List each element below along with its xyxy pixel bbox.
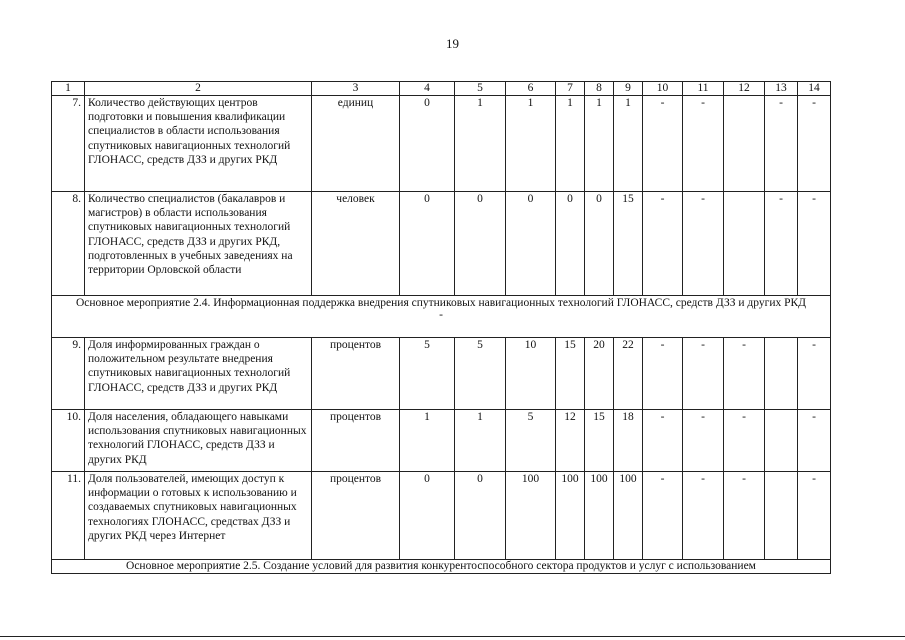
value-cell: - [643, 96, 683, 192]
value-cell: 1 [455, 96, 506, 192]
value-cell: 0 [506, 192, 556, 296]
value-cell: 0 [400, 96, 455, 192]
indicators-table [51, 81, 831, 574]
unit-cell: единиц [312, 96, 400, 192]
value-cell: 100 [585, 472, 614, 560]
section-heading [52, 560, 831, 574]
value-cell: - [724, 410, 765, 472]
value-cell: - [724, 472, 765, 560]
section-heading [52, 296, 831, 338]
value-cell: 20 [585, 338, 614, 410]
value-cell: 100 [614, 472, 643, 560]
table-row [52, 96, 831, 192]
column-header: 9 [614, 82, 643, 96]
indicator-name: Доля информированных граждан о положительном результате внедрения спутниковых навигационных технологий ГЛОНАСС, средств ДЗЗ и других РКД [85, 338, 312, 410]
value-cell: - [683, 410, 724, 472]
column-header: 14 [798, 82, 831, 96]
unit-cell: процентов [312, 338, 400, 410]
column-header: 6 [506, 82, 556, 96]
section-marker: - [439, 309, 443, 322]
indicator-name: Доля пользователей, имеющих доступ к информации о готовых к использованию и создаваемых спутниковых навигационных технологиях ГЛОНАСС, средствах ДЗЗ и других РКД через Интернет [85, 472, 312, 560]
value-cell: - [643, 410, 683, 472]
value-cell: 5 [400, 338, 455, 410]
value-cell: - [643, 472, 683, 560]
value-cell: 100 [506, 472, 556, 560]
table-body [52, 82, 831, 574]
column-header: 4 [400, 82, 455, 96]
row-number: 10. [52, 410, 85, 472]
value-cell: 1 [400, 410, 455, 472]
value-cell [765, 472, 798, 560]
column-header: 10 [643, 82, 683, 96]
value-cell: - [798, 410, 831, 472]
section-row [52, 560, 831, 574]
row-number: 8. [52, 192, 85, 296]
value-cell: 1 [585, 96, 614, 192]
column-header: 5 [455, 82, 506, 96]
value-cell: - [643, 338, 683, 410]
value-cell: 0 [556, 192, 585, 296]
value-cell: - [683, 96, 724, 192]
value-cell: 15 [556, 338, 585, 410]
value-cell: - [643, 192, 683, 296]
section-text: Основное мероприятие 2.4. Информационная поддержка внедрения спутниковых навигационных технологий ГЛОНАСС, средств ДЗЗ и других РКД [75, 297, 807, 309]
value-cell: 5 [506, 410, 556, 472]
indicator-name: Доля населения, обладающего навыками использования спутниковых навигационных технологий ГЛОНАСС, средств ДЗЗ и других РКД [85, 410, 312, 472]
indicator-name: Количество специалистов (бакалавров и магистров) в области использования спутниковых навигационных технологий ГЛОНАСС, средств ДЗЗ и других РКД, подготовленных в учебных заведениях на территории Орловской области [85, 192, 312, 296]
column-header: 12 [724, 82, 765, 96]
column-number-row [52, 82, 831, 96]
value-cell: 0 [400, 192, 455, 296]
column-header: 13 [765, 82, 798, 96]
value-cell: - [798, 192, 831, 296]
row-number: 9. [52, 338, 85, 410]
page-number: 19 [446, 36, 459, 51]
value-cell: 15 [585, 410, 614, 472]
value-cell: - [798, 96, 831, 192]
table-row [52, 192, 831, 296]
value-cell: 1 [455, 410, 506, 472]
table-row [52, 410, 831, 472]
value-cell: 0 [455, 192, 506, 296]
row-number: 11. [52, 472, 85, 560]
value-cell: - [724, 338, 765, 410]
value-cell [724, 96, 765, 192]
value-cell: 22 [614, 338, 643, 410]
value-cell: - [683, 192, 724, 296]
table-row [52, 338, 831, 410]
page-bottom-line [0, 636, 905, 637]
value-cell [765, 410, 798, 472]
value-cell [724, 192, 765, 296]
value-cell: - [683, 338, 724, 410]
value-cell: 5 [455, 338, 506, 410]
row-number: 7. [52, 96, 85, 192]
unit-cell: процентов [312, 472, 400, 560]
value-cell: 1 [506, 96, 556, 192]
section-row [52, 296, 831, 338]
value-cell: 0 [455, 472, 506, 560]
value-cell: 1 [614, 96, 643, 192]
value-cell: 15 [614, 192, 643, 296]
value-cell: 100 [556, 472, 585, 560]
column-header: 2 [85, 82, 312, 96]
indicator-name: Количество действующих центров подготовки и повышения квалификации специалистов в области использования спутниковых навигационных технологий ГЛОНАСС, средств ДЗЗ и других РКД [85, 96, 312, 192]
value-cell: 0 [585, 192, 614, 296]
value-cell: 18 [614, 410, 643, 472]
value-cell: - [765, 96, 798, 192]
value-cell [765, 338, 798, 410]
unit-cell: процентов [312, 410, 400, 472]
value-cell: 1 [556, 96, 585, 192]
section-text: Основное мероприятие 2.5. Создание условий для развития конкурентоспособного сектора продуктов и услуг с использованием [126, 560, 756, 572]
column-header: 7 [556, 82, 585, 96]
value-cell: 10 [506, 338, 556, 410]
value-cell: - [798, 338, 831, 410]
value-cell: - [683, 472, 724, 560]
unit-cell: человек [312, 192, 400, 296]
value-cell: - [798, 472, 831, 560]
column-header: 11 [683, 82, 724, 96]
value-cell: 12 [556, 410, 585, 472]
column-header: 3 [312, 82, 400, 96]
column-header: 1 [52, 82, 85, 96]
value-cell: 0 [400, 472, 455, 560]
column-header: 8 [585, 82, 614, 96]
value-cell: - [765, 192, 798, 296]
table-row [52, 472, 831, 560]
